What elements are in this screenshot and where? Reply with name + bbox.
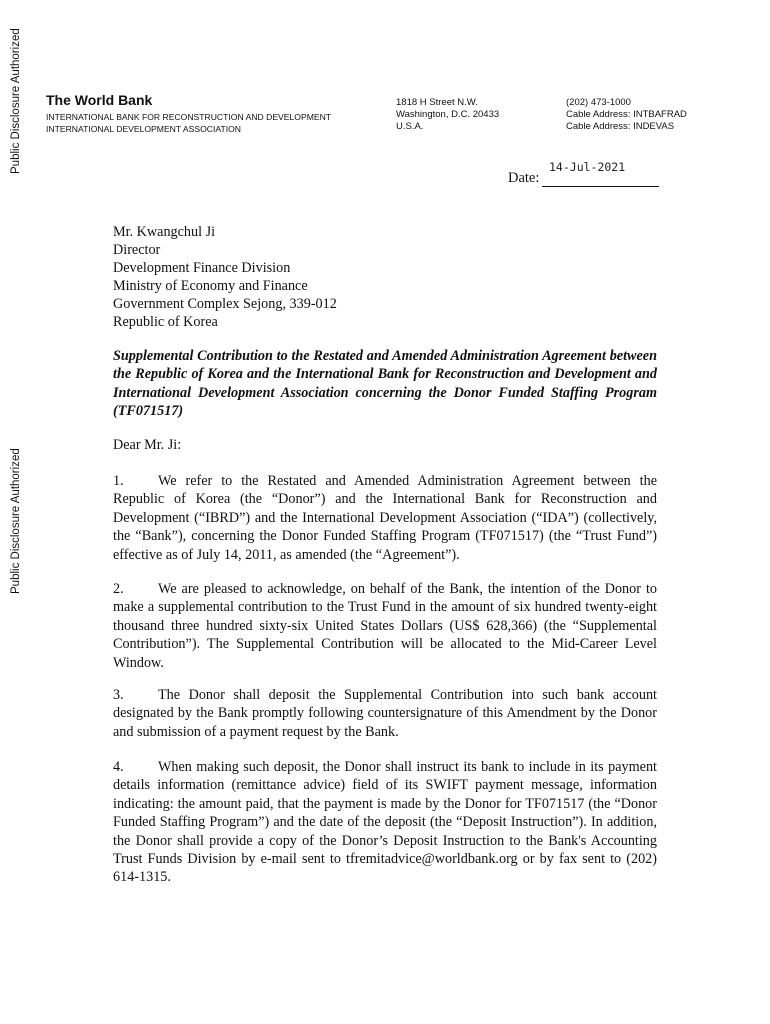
date-underline (542, 172, 659, 187)
paragraph-text: We refer to the Restated and Amended Administration Agreement between the Republic of Korea (the “Donor”) and the International Bank for Reconstruction and Development (“IBRD”) and the International Development Association (“IDA”) (collectively, the “Bank”), concerning the Donor Funded Staffing Program (TF071517) (the “Trust Fund”) effective as of July 14, 2011, as amended (the “Agreement”). (113, 473, 657, 563)
street-address: 1818 H Street N.W. (396, 97, 478, 108)
date-value: 14-Jul-2021 (549, 160, 626, 174)
paragraph-number: 3. (113, 687, 124, 703)
city-address: Washington, D.C. 20433 (396, 109, 500, 120)
paragraph-number: 4. (113, 759, 124, 775)
addressee-complex: Government Complex Sejong, 339-012 (113, 296, 337, 312)
paragraph-4 (113, 758, 657, 887)
org-name: The World Bank (46, 92, 153, 108)
paragraph-2 (113, 580, 657, 672)
paragraph-number: 2. (113, 581, 124, 597)
paragraph-3 (113, 686, 657, 741)
addressee-ministry: Ministry of Economy and Finance (113, 278, 308, 294)
cable-address-1: Cable Address: INTBAFRAD (566, 109, 687, 120)
addressee-name: Mr. Kwangchul Ji (113, 224, 216, 240)
addressee-country: Republic of Korea (113, 314, 218, 330)
cable-address-2: Cable Address: INDEVAS (566, 121, 675, 132)
addressee-block (113, 223, 657, 331)
date-label: Date: (508, 170, 540, 186)
addressee-title: Director (113, 242, 161, 258)
disclosure-watermark-top: Public Disclosure Authorized (10, 28, 22, 174)
addressee-division: Development Finance Division (113, 260, 291, 276)
subject-line: Supplemental Contribution to the Restated and Amended Administration Agreement between the Republic of Korea and the International Bank for Reconstruction and Development and International Development Association concerning the Donor Funded Staffing Program (TF071517) (113, 348, 657, 420)
date-field (508, 170, 659, 187)
paragraph-text: The Donor shall deposit the Supplemental Contribution into such bank account designated by the Bank promptly following countersignature of this Amendment by the Donor and submission of a payment request by the Bank. (113, 687, 657, 740)
paragraph-1 (113, 472, 657, 564)
disclosure-watermark-middle: Public Disclosure Authorized (10, 448, 22, 594)
paragraph-text: We are pleased to acknowledge, on behalf of the Bank, the intention of the Donor to make a supplemental contribution to the Trust Fund in the amount of six hundred twenty-eight thousand three hundred sixty-six United States Dollars (US$ 628,366) (the “Supplemental Contribution”). The Supplemental Contribution will be allocated to the Mid-Career Level Window. (113, 581, 657, 671)
org-subtitle-ida: INTERNATIONAL DEVELOPMENT ASSOCIATION (46, 124, 241, 134)
paragraph-text: When making such deposit, the Donor shall instruct its bank to include in its payment details information (remittance advice) field of its SWIFT payment message, information indicating: the amount paid, that the payment is made by the Donor for TF071517 (the “Donor Funded Staffing Program”) and the date of the deposit (the “Deposit Instruction”). In addition, the Donor shall provide a copy of the Donor’s Deposit Instruction to the Bank's Accounting Trust Funds Division by e-mail sent to tfremitadvice@worldbank.org or by fax sent to (202) 614-1315. (113, 759, 657, 886)
phone-number: (202) 473-1000 (566, 97, 631, 108)
salutation: Dear Mr. Ji: (113, 437, 182, 453)
org-subtitle-ibrd: INTERNATIONAL BANK FOR RECONSTRUCTION AND DEVELOPMENT (46, 112, 332, 122)
paragraph-number: 1. (113, 473, 124, 489)
country-address: U.S.A. (396, 121, 424, 132)
